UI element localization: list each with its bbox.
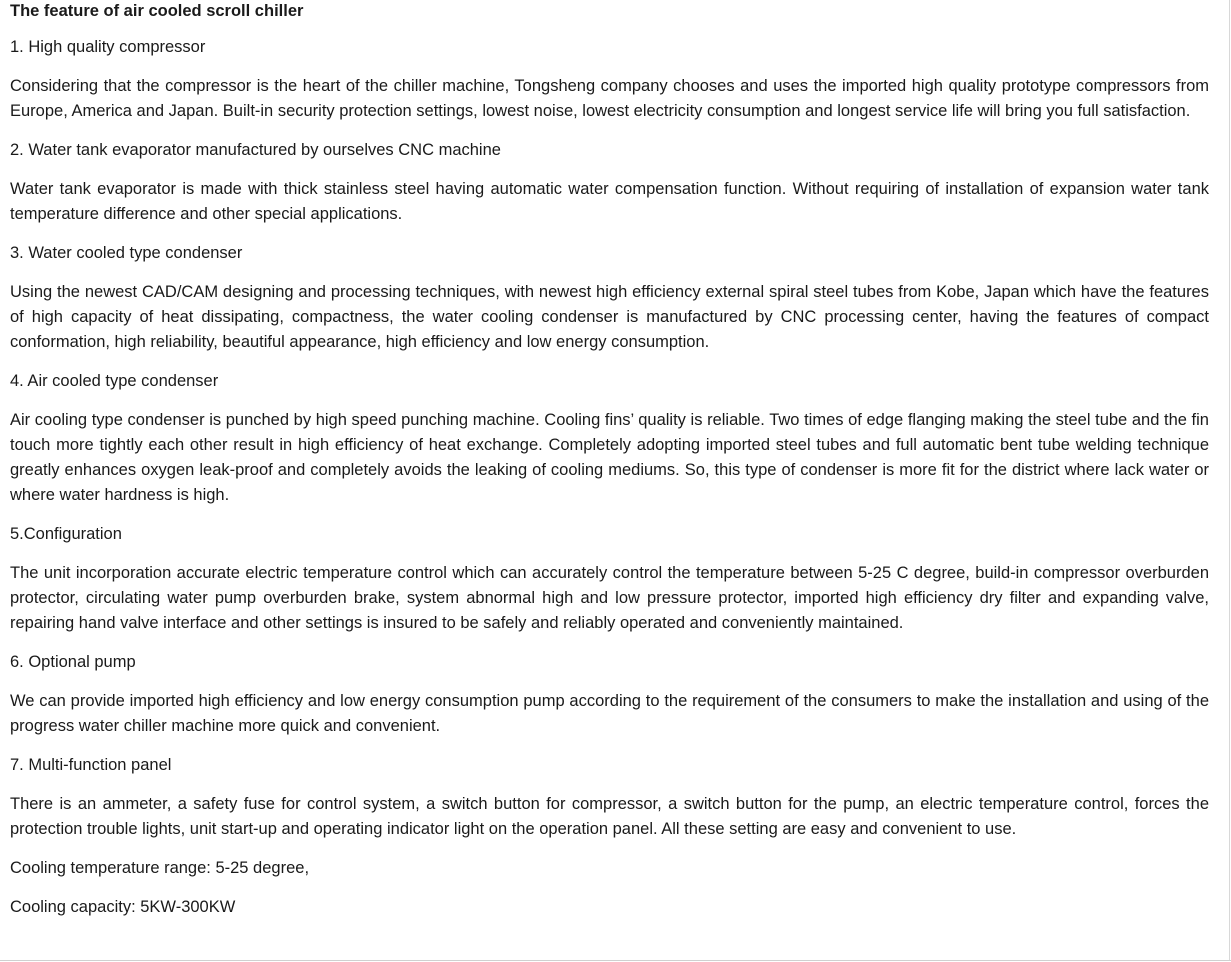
section-text-configuration: The unit incorporation accurate electric temperature control which can accurately control the temperature between 5-25 C degree, build-in compressor overburden protector, circulating water pump overburden brake, system abnormal high and low pressure protector, imported high efficiency dry filter and expanding valve, repairing hand valve interface and other settings is insured to be safely and reliably operated and conveniently maintained. (10, 564, 1209, 632)
section-heading-evaporator: 2. Water tank evaporator manufactured by ourselves CNC machine (10, 141, 501, 159)
section-heading-water-condenser: 3. Water cooled type condenser (10, 244, 243, 262)
section-text-compressor: Considering that the compressor is the heart of the chiller machine, Tongsheng company chooses and uses the imported high quality prototype compressors from Europe, America and Japan. Built-in security protection settings, lowest noise, lowest electricity consumption and longest service life will bring you full satisfaction. (10, 77, 1209, 120)
section-heading-air-condenser: 4. Air cooled type condenser (10, 372, 219, 390)
section-heading-pump: 6. Optional pump (10, 653, 136, 671)
cooling-range-text: Cooling temperature range: 5-25 degree, (10, 859, 310, 877)
document-body (10, 0, 1209, 920)
right-divider (1229, 0, 1230, 961)
bottom-divider (0, 960, 1231, 961)
page-title: The feature of air cooled scroll chiller (10, 2, 304, 20)
section-heading-compressor: 1. High quality compressor (10, 38, 206, 56)
section-text-pump: We can provide imported high efficiency and low energy consumption pump according to the requirement of the consumers to make the installation and using of the progress water chiller machine more quick and convenient. (10, 692, 1209, 735)
section-text-water-condenser: Using the newest CAD/CAM designing and processing techniques, with newest high efficiency external spiral steel tubes from Kobe, Japan which have the features of high capacity of heat dissipating, compactness, the water cooling condenser is manufactured by CNC processing center, having the features of compact conformation, high reliability, beautiful appearance, high efficiency and low energy consumption. (10, 283, 1209, 351)
section-text-evaporator: Water tank evaporator is made with thick stainless steel having automatic water compensation function. Without requiring of installation of expansion water tank temperature difference and other special applications. (10, 180, 1209, 223)
cooling-capacity-text: Cooling capacity: 5KW-300KW (10, 898, 236, 916)
section-text-air-condenser: Air cooling type condenser is punched by high speed punching machine. Cooling fins’ quality is reliable. Two times of edge flanging making the steel tube and the fin touch more tightly each other result in high efficiency of heat exchange. Completely adopting imported steel tubes and full automatic bent tube welding technique greatly enhances oxygen leak-proof and completely avoids the leaking of cooling mediums. So, this type of condenser is more fit for the district where lack water or where water hardness is high. (10, 411, 1209, 504)
section-text-panel: There is an ammeter, a safety fuse for control system, a switch button for compressor, a switch button for the pump, an electric temperature control, forces the protection trouble lights, unit start-up and operating indicator light on the operation panel. All these setting are easy and convenient to use. (10, 795, 1209, 838)
section-heading-panel: 7. Multi-function panel (10, 756, 172, 774)
section-heading-configuration: 5.Configuration (10, 525, 122, 543)
